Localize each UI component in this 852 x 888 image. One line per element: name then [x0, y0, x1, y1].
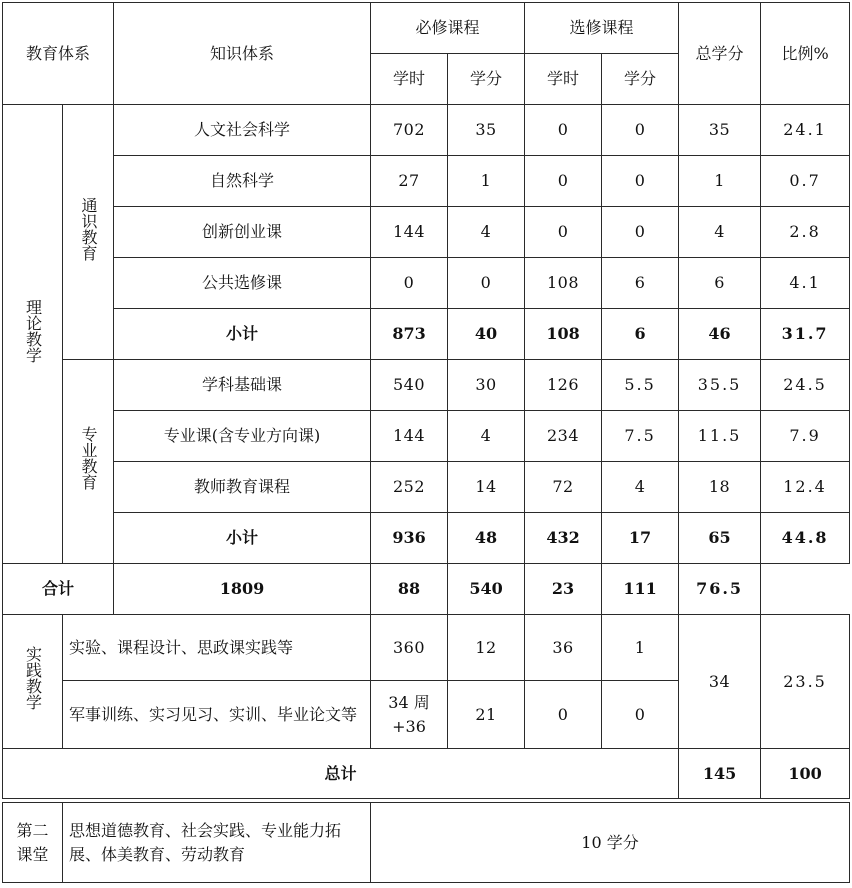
table-row [3, 156, 850, 207]
required-credits: 30 [448, 360, 525, 411]
major-subtotal-row [3, 513, 850, 564]
total-credits: 1 [679, 156, 761, 207]
ratio: 23.5 [761, 615, 850, 749]
ratio: 0.7 [761, 156, 850, 207]
table-row [3, 360, 850, 411]
elective-hours: 0 [525, 105, 602, 156]
header-required: 必修课程 [371, 3, 525, 54]
table-row [3, 615, 850, 681]
elective-credits: 6 [602, 258, 679, 309]
required-hours: 144 [371, 207, 448, 258]
elective-credits: 5.5 [602, 360, 679, 411]
elective-credits: 17 [602, 513, 679, 564]
required-credits: 35 [448, 105, 525, 156]
elective-credits: 0 [602, 156, 679, 207]
ratio: 44.8 [761, 513, 850, 564]
second-classroom-row [3, 803, 850, 883]
ratio: 12.4 [761, 462, 850, 513]
elective-credits: 7.5 [602, 411, 679, 462]
group-major: 专业教育 [63, 360, 114, 564]
header-knowledge: 知识体系 [114, 3, 371, 105]
elective-hours: 72 [525, 462, 602, 513]
course-name: 军事训练、实习见习、实训、毕业论文等 [63, 681, 371, 749]
course-name: 学科基础课 [114, 360, 371, 411]
ratio: 24.5 [761, 360, 850, 411]
table-row [3, 207, 850, 258]
table-row [3, 462, 850, 513]
required-credits: 1 [448, 156, 525, 207]
total-label: 合计 [3, 564, 114, 615]
subtotal-label: 小计 [114, 513, 371, 564]
group-practice: 实践教学 [3, 615, 63, 749]
header-required-hours: 学时 [371, 54, 448, 105]
elective-credits: 23 [525, 564, 602, 615]
total-credits: 4 [679, 207, 761, 258]
ratio: 24.1 [761, 105, 850, 156]
ratio: 31.7 [761, 309, 850, 360]
total-credits: 145 [679, 749, 761, 799]
course-name: 实验、课程设计、思政课实践等 [63, 615, 371, 681]
elective-credits: 0 [602, 207, 679, 258]
course-name: 教师教育课程 [114, 462, 371, 513]
second-classroom-credits: 10 学分 [371, 803, 850, 883]
required-credits: 4 [448, 411, 525, 462]
required-hours: 936 [371, 513, 448, 564]
ratio: 76.5 [679, 564, 761, 615]
total-credits: 11.5 [679, 411, 761, 462]
elective-hours: 108 [525, 258, 602, 309]
general-subtotal-row [3, 309, 850, 360]
grand-total-label: 总计 [3, 749, 679, 799]
elective-credits: 4 [602, 462, 679, 513]
elective-hours: 0 [525, 681, 602, 749]
elective-hours: 126 [525, 360, 602, 411]
table-row [3, 411, 850, 462]
total-credits: 35.5 [679, 360, 761, 411]
required-hours: 0 [371, 258, 448, 309]
required-credits: 4 [448, 207, 525, 258]
total-credits: 111 [602, 564, 679, 615]
header-system: 教育体系 [3, 3, 114, 105]
required-hours: 873 [371, 309, 448, 360]
required-hours-line2: +36 [392, 716, 426, 736]
elective-credits: 0 [602, 681, 679, 749]
required-credits: 88 [371, 564, 448, 615]
elective-credits: 6 [602, 309, 679, 360]
required-credits: 21 [448, 681, 525, 749]
header-row-1 [3, 3, 850, 54]
required-hours-line1: 34 周 [388, 692, 430, 712]
elective-hours: 0 [525, 207, 602, 258]
required-hours: 144 [371, 411, 448, 462]
header-elective: 选修课程 [525, 3, 679, 54]
group-second-classroom: 第二课堂 [3, 803, 63, 883]
total-credits: 18 [679, 462, 761, 513]
header-required-credits: 学分 [448, 54, 525, 105]
total-credits: 34 [679, 615, 761, 749]
required-hours: 540 [371, 360, 448, 411]
required-credits: 14 [448, 462, 525, 513]
curriculum-credit-table [2, 2, 850, 883]
elective-hours: 432 [525, 513, 602, 564]
required-hours: 360 [371, 615, 448, 681]
elective-credits: 0 [602, 105, 679, 156]
ratio: 2.8 [761, 207, 850, 258]
course-name: 自然科学 [114, 156, 371, 207]
course-name: 公共选修课 [114, 258, 371, 309]
required-credits: 12 [448, 615, 525, 681]
required-credits: 48 [448, 513, 525, 564]
required-hours: 702 [371, 105, 448, 156]
header-ratio: 比例% [761, 3, 850, 105]
elective-hours: 108 [525, 309, 602, 360]
theory-total-row [3, 564, 850, 615]
header-total-credits: 总学分 [679, 3, 761, 105]
total-credits: 35 [679, 105, 761, 156]
ratio: 4.1 [761, 258, 850, 309]
total-credits: 46 [679, 309, 761, 360]
header-elective-credits: 学分 [602, 54, 679, 105]
elective-hours: 36 [525, 615, 602, 681]
course-name: 创新创业课 [114, 207, 371, 258]
required-hours: 1809 [114, 564, 371, 615]
course-name: 专业课(含专业方向课) [114, 411, 371, 462]
elective-hours: 0 [525, 156, 602, 207]
course-name: 人文社会科学 [114, 105, 371, 156]
group-theory: 理论教学 [3, 105, 63, 564]
required-hours: 27 [371, 156, 448, 207]
required-hours [371, 681, 448, 749]
elective-hours: 234 [525, 411, 602, 462]
ratio: 100 [761, 749, 850, 799]
grand-total-row [3, 749, 850, 799]
required-hours: 252 [371, 462, 448, 513]
elective-credits: 1 [602, 615, 679, 681]
total-credits: 65 [679, 513, 761, 564]
second-classroom-desc: 思想道德教育、社会实践、专业能力拓展、体美教育、劳动教育 [63, 803, 371, 883]
ratio: 7.9 [761, 411, 850, 462]
table-row [3, 105, 850, 156]
elective-hours: 540 [448, 564, 525, 615]
header-elective-hours: 学时 [525, 54, 602, 105]
required-credits: 40 [448, 309, 525, 360]
table-row [3, 258, 850, 309]
group-general: 通识教育 [63, 105, 114, 360]
required-credits: 0 [448, 258, 525, 309]
subtotal-label: 小计 [114, 309, 371, 360]
total-credits: 6 [679, 258, 761, 309]
